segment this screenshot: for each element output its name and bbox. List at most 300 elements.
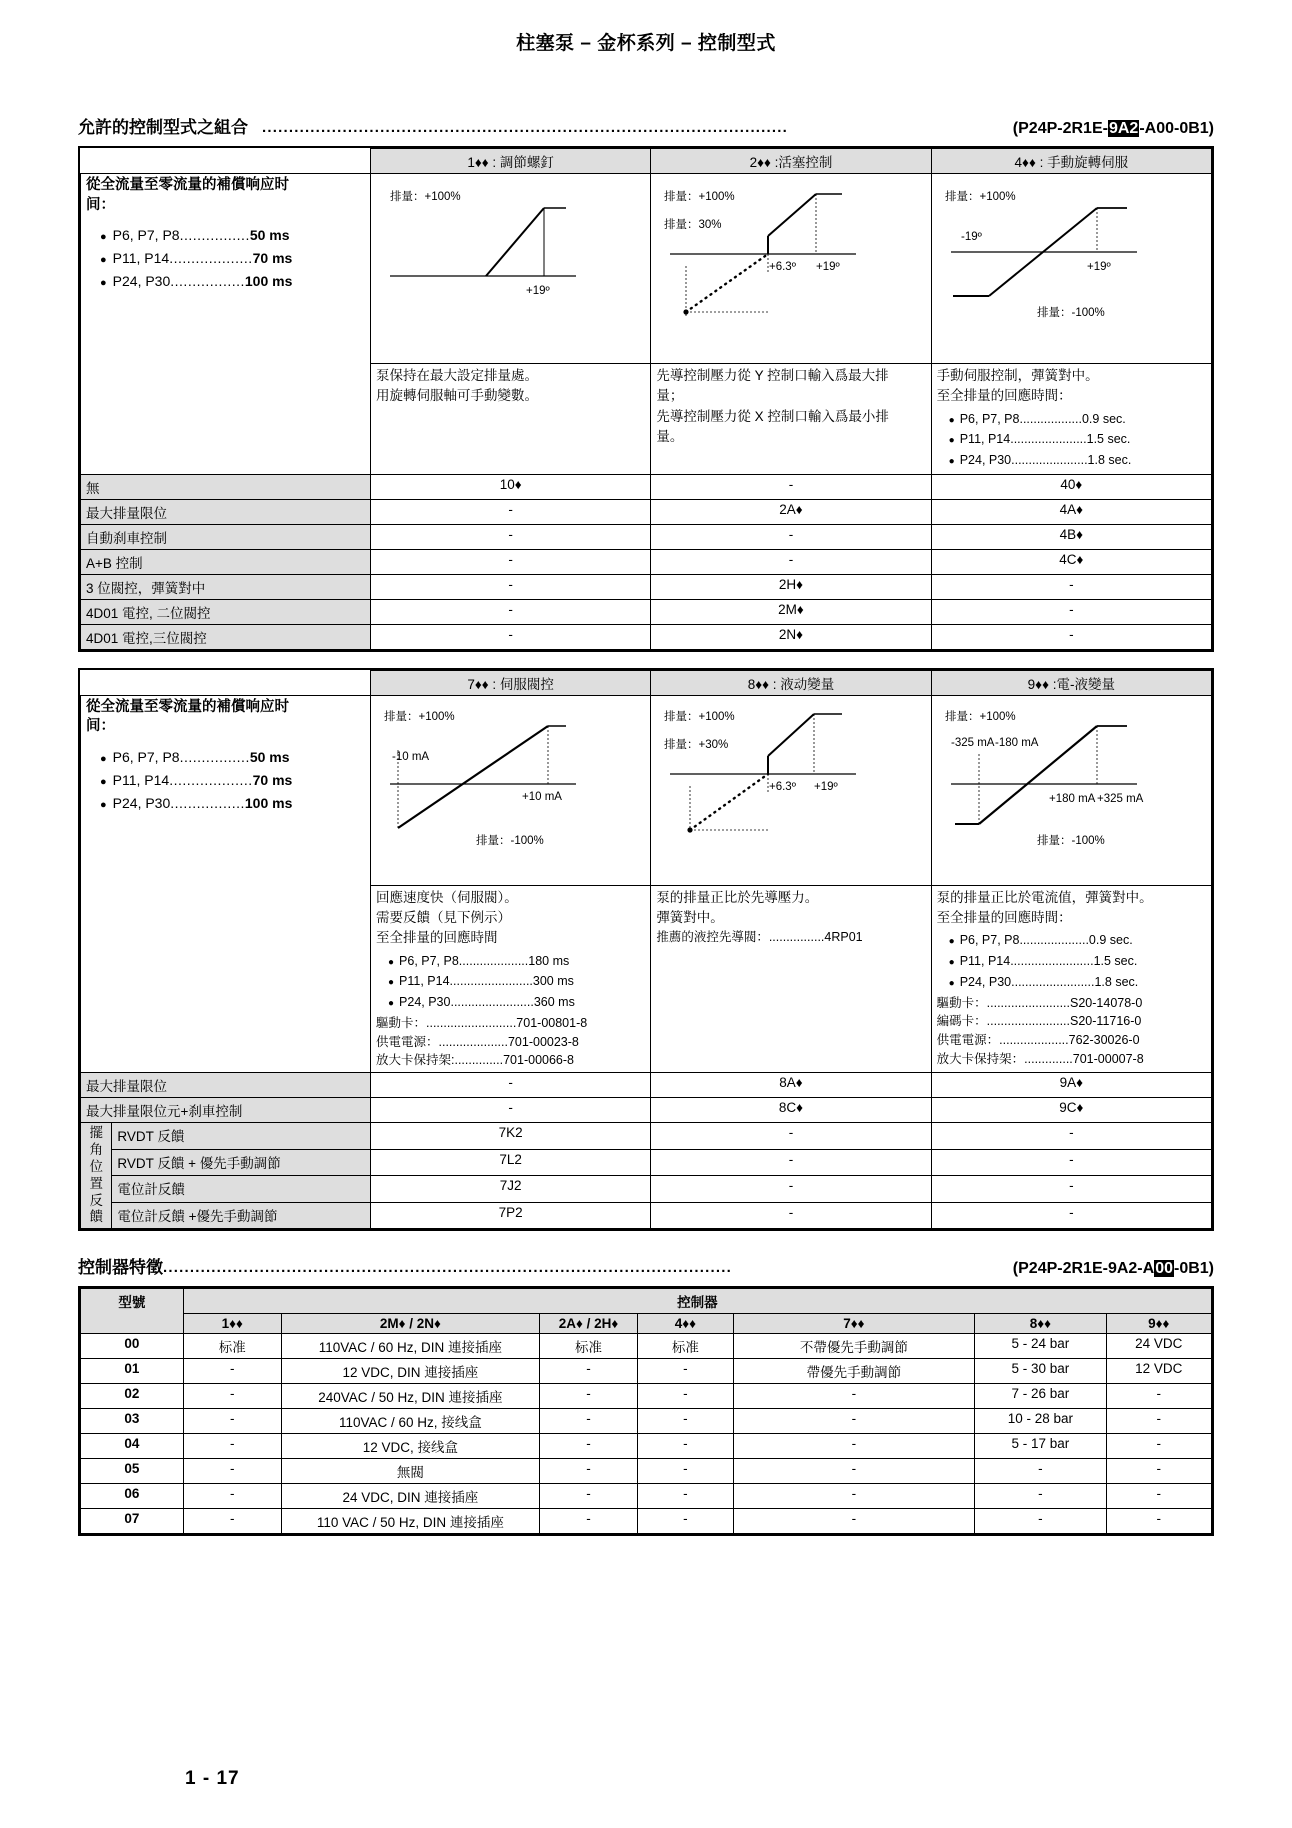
bullet-icon: ● <box>100 775 107 788</box>
table3-cell: 110 VAC / 50 Hz, DIN 連接插座 <box>281 1509 539 1534</box>
note-item <box>949 931 1206 950</box>
note-line: 泵的排量正比於先導壓力。 <box>656 889 819 905</box>
note-kv <box>937 1031 1206 1050</box>
note-line: 至全排量的回應時間： <box>936 388 1072 404</box>
table-row <box>81 1434 1212 1459</box>
section-heading-controller-features <box>78 1253 1214 1278</box>
chart-8-label-0: 排量：+100% <box>664 710 735 723</box>
table-row <box>81 624 1212 649</box>
feedback-cell: 7J2 <box>370 1176 650 1203</box>
note-item <box>949 430 1206 449</box>
chart-2-label-0: 排量：+100% <box>664 191 735 203</box>
chart-8-svg <box>656 698 876 866</box>
chart-4-label-0: 排量：+100% <box>944 191 1016 203</box>
note-kv <box>656 928 925 947</box>
note-kv-leader: .............. <box>1024 1051 1073 1066</box>
chart-2 <box>656 176 925 344</box>
table1-row-label: 最大排量限位 <box>81 499 371 524</box>
table1-row-label: 4D01 電控, 二位閥控 <box>81 599 371 624</box>
section1-label: 允許的控制型式之組合 <box>78 118 248 137</box>
note-item-leader: .................... <box>458 953 529 968</box>
table3-model: 04 <box>81 1434 184 1459</box>
table3-cell: - <box>540 1359 638 1384</box>
chart-8-label-1: 排量：+30% <box>664 738 729 751</box>
table-row <box>81 1149 1212 1176</box>
note-item-name: P11, P14 <box>959 954 1011 968</box>
note-item <box>949 952 1206 971</box>
spec-item-name: P24, P30 <box>112 273 171 290</box>
note-kv-key: 推薦的液控先導閥： <box>656 930 769 945</box>
table1-col-header-1: 1♦♦ : 調節螺釘 <box>371 149 651 174</box>
spec-item-value: 50 ms <box>249 227 290 244</box>
section2-code-suffix: -0B1) <box>1173 1260 1214 1278</box>
chart-7-axis-1: +10 mA <box>521 790 562 803</box>
note-line: 先導控制壓力從 Y 控制口輸入爲最大排 <box>656 368 889 383</box>
table2-cell: 8A♦ <box>651 1073 931 1098</box>
feedback-group-char: 反饋 <box>89 1192 103 1225</box>
response-time-spec <box>81 174 371 475</box>
table1-cell: 40♦ <box>931 474 1211 499</box>
chart-7-label-0: 排量：+100% <box>383 710 455 723</box>
feedback-row-label: RVDT 反饋 + 優先手動調節 <box>112 1149 371 1176</box>
chart-7 <box>376 698 645 866</box>
table3-cell: 無閥 <box>281 1459 539 1484</box>
note-item-value: 0.9 sec. <box>1081 411 1126 426</box>
note-item-leader: ........................ <box>450 995 534 1009</box>
table1-cell: - <box>371 574 651 599</box>
table3-cell: - <box>183 1359 281 1384</box>
feedback-row-label: 電位計反饋 <box>112 1176 371 1203</box>
chart-9-svg <box>937 698 1157 866</box>
table-row <box>81 1123 1212 1150</box>
spec-item-name: P11, P14 <box>112 250 170 267</box>
table1-cell: - <box>651 524 931 549</box>
note-cell-1 <box>371 364 651 475</box>
table-row <box>81 1359 1212 1384</box>
note-kv-key: 驅動卡： <box>375 1015 426 1030</box>
table3-cell: 12 VDC <box>1106 1359 1211 1384</box>
chart-9-axis-0: -325 mA <box>950 736 995 749</box>
table1-row-label: 無 <box>81 474 371 499</box>
table3-col-header: 7♦♦ <box>733 1314 974 1334</box>
table3-cell: 240VAC / 50 Hz, DIN 連接插座 <box>281 1384 539 1409</box>
spec-title <box>86 176 365 215</box>
note-line: 手動伺服控制，彈簧對中。 <box>936 368 1099 383</box>
feedback-cell: 7K2 <box>370 1123 650 1150</box>
table3-cell: - <box>540 1509 638 1534</box>
chart-4-svg <box>937 176 1157 344</box>
table3-cell: 5 - 30 bar <box>975 1359 1106 1384</box>
note-kv-leader: ........................ <box>986 995 1071 1010</box>
spec-title-line1: 從全流量至零流量的補償响应时 <box>86 698 289 715</box>
diagram-cell-1 <box>371 174 651 364</box>
table3-cell: - <box>1106 1509 1211 1534</box>
table1-diagram-row <box>81 174 1212 364</box>
page-number: 1 - 17 <box>185 1768 240 1789</box>
note-line: 量。 <box>656 428 684 444</box>
table-row <box>81 524 1212 549</box>
note-item-leader: .................... <box>1019 933 1089 948</box>
table2-cell: - <box>370 1098 650 1123</box>
table3-col-header: 4♦♦ <box>638 1314 734 1334</box>
note-kv-leader: .......................... <box>426 1015 517 1030</box>
section2-code-highlight: 00 <box>1155 1260 1173 1278</box>
table1-cell: - <box>931 574 1211 599</box>
spec-item <box>100 250 365 266</box>
chart-9-label-1: 排量：-100% <box>1036 834 1105 847</box>
chart-7-svg <box>376 698 596 866</box>
chart-2-axis-0: +6.3º <box>769 261 797 273</box>
note-kv-key: 放大卡保持架： <box>936 1051 1025 1066</box>
note-line: 泵的排量正比於電流值，彈簧對中。 <box>936 889 1153 905</box>
spec-item-leader: ................... <box>169 771 253 788</box>
note-kv-value: S20-11716-0 <box>1070 1014 1142 1029</box>
section1-code <box>1011 120 1214 138</box>
spec-item-name: P6, P7, P8 <box>112 227 180 244</box>
chart-1-label-0: 排量：+100% <box>390 191 461 203</box>
chart-8 <box>656 698 925 866</box>
note-kv <box>937 1050 1206 1069</box>
table3-cell: - <box>638 1409 734 1434</box>
note-kv <box>937 994 1206 1013</box>
note-item-name: P11, P14 <box>399 974 450 989</box>
note-item-name: P24, P30 <box>959 974 1012 989</box>
section1-code-highlight: 9A2 <box>1108 120 1139 137</box>
feedback-cell: 7L2 <box>370 1149 650 1176</box>
table1 <box>80 148 1212 650</box>
spec-item-value: 70 ms <box>252 771 293 788</box>
table2-col-header-7: 7♦♦ : 伺服閥控 <box>370 670 650 695</box>
spec-item <box>100 273 365 289</box>
note-item-value: 0.9 sec. <box>1088 933 1133 948</box>
table3-cell: - <box>638 1359 734 1384</box>
bullet-icon: ● <box>100 254 107 267</box>
note-item-leader: ........................ <box>1011 974 1095 989</box>
table3-cell: - <box>183 1409 281 1434</box>
note-item-value: 1.5 sec. <box>1086 432 1131 447</box>
table1-cell: - <box>371 524 651 549</box>
note-cell-4 <box>931 364 1211 475</box>
spec-title-line1: 從全流量至零流量的補償响应时 <box>86 177 289 193</box>
table3-cell: 帶優先手動調節 <box>733 1359 974 1384</box>
table3-cell: - <box>183 1434 281 1459</box>
table3-cell: - <box>1106 1384 1211 1409</box>
note-item-value: 1.5 sec. <box>1093 954 1138 968</box>
chart-4-axis-0: -19º <box>960 231 982 243</box>
chart-1 <box>376 176 645 344</box>
table2-cell: 8C♦ <box>651 1098 931 1123</box>
note-cell-9 <box>931 885 1211 1072</box>
diagram-cell-7 <box>370 695 650 885</box>
diagram-cell-9 <box>931 695 1211 885</box>
spec-item-list-2 <box>86 749 365 811</box>
table2-col-header-8: 8♦♦ : 液动變量 <box>651 670 931 695</box>
table1-row-label: 4D01 電控,三位閥控 <box>81 624 371 649</box>
table-row <box>81 474 1212 499</box>
table3-cell: - <box>183 1384 281 1409</box>
note-item <box>949 973 1206 992</box>
table3-model: 00 <box>81 1334 184 1359</box>
spec-title-line2: 间： <box>86 196 115 213</box>
feedback-cell: 7P2 <box>370 1202 650 1229</box>
table-row <box>81 1098 1212 1123</box>
note-kv-key: 供電電源： <box>375 1034 439 1049</box>
note-kv-value: 4RP01 <box>824 930 863 945</box>
table3-cell: - <box>638 1484 734 1509</box>
note-item-name: P6, P7, P8 <box>959 933 1020 948</box>
note-line: 需要反饋（見下例示） <box>375 910 511 925</box>
note-item <box>949 451 1206 470</box>
note-item-value: 360 ms <box>533 995 575 1009</box>
note-item <box>388 972 645 991</box>
table3-cell: - <box>183 1484 281 1509</box>
table3-cell: - <box>638 1459 734 1484</box>
bullet-icon: ● <box>387 998 395 1009</box>
chart-9 <box>937 698 1206 866</box>
table2-row-label: 最大排量限位 <box>81 1073 371 1098</box>
table3-cell: - <box>1106 1434 1211 1459</box>
bullet-icon: ● <box>948 435 955 447</box>
note-item-list <box>937 931 1206 991</box>
note-kv-leader: .............. <box>454 1053 504 1068</box>
table3-cell: - <box>540 1484 638 1509</box>
chart-1-axis-0: +19º <box>526 285 550 297</box>
table3-cell: 7 - 26 bar <box>975 1384 1106 1409</box>
table2-col-header-9: 9♦♦ :電-液變量 <box>931 670 1211 695</box>
table3-col-header: 9♦♦ <box>1106 1314 1211 1334</box>
table3-cell: - <box>638 1509 734 1534</box>
table1-cell: 4A♦ <box>931 499 1211 524</box>
note-kv-key: 供電電源： <box>936 1033 1000 1047</box>
note-kv-value: 701-00066-8 <box>503 1053 574 1068</box>
spec-item-leader: ................... <box>169 250 253 267</box>
table3-cell: 24 VDC, DIN 連接插座 <box>281 1484 539 1509</box>
table2-cell: 9C♦ <box>931 1098 1211 1123</box>
spec-item-name: P24, P30 <box>112 794 171 811</box>
spec-item-name: P6, P7, P8 <box>112 748 180 765</box>
table3-cell: 标准 <box>183 1334 281 1359</box>
chart-2-label-1: 排量：30% <box>664 219 722 231</box>
table3 <box>80 1288 1212 1534</box>
spec-item <box>100 749 365 765</box>
table3-cell: 24 VDC <box>1106 1334 1211 1359</box>
spec-item-list <box>86 227 365 289</box>
spec-item <box>100 795 365 811</box>
bullet-icon: ● <box>100 752 107 765</box>
bullet-icon: ● <box>100 231 107 244</box>
table1-cell: - <box>371 599 651 624</box>
note-cell-2 <box>651 364 931 475</box>
feedback-cell: - <box>931 1202 1211 1229</box>
spec-title-2 <box>86 698 365 737</box>
note-kv-key: 編碼卡： <box>936 1014 987 1029</box>
table3-cell: 110VAC / 60 Hz, 接线盒 <box>281 1409 539 1434</box>
chart-7-axis-0: -10 mA <box>391 750 430 763</box>
bullet-icon: ● <box>948 414 955 426</box>
table-row <box>81 1484 1212 1509</box>
table3-cell: - <box>733 1459 974 1484</box>
note-kv-value: 762-30026-0 <box>1068 1033 1140 1047</box>
note-item-leader: ........................ <box>449 974 533 989</box>
bullet-icon: ● <box>387 956 395 968</box>
table3-cell: 5 - 24 bar <box>975 1334 1106 1359</box>
bullet-icon: ● <box>948 957 955 968</box>
bullet-icon: ● <box>948 456 955 467</box>
section1-leader: .................................................................................................. <box>262 120 789 135</box>
note-kv <box>376 1014 645 1033</box>
table-row <box>81 599 1212 624</box>
table3-cell: - <box>733 1384 974 1409</box>
table2-container <box>78 668 1214 1232</box>
note-line: 量； <box>656 388 684 404</box>
table1-col-header-4: 4♦♦ : 手動旋轉伺服 <box>931 149 1211 174</box>
bullet-icon: ● <box>100 798 107 811</box>
table1-col-header-2: 2♦♦ :活塞控制 <box>651 149 931 174</box>
chart-8-axis-0: +6.3º <box>769 780 797 793</box>
spec-item <box>100 227 365 243</box>
note-cell-7 <box>370 885 650 1072</box>
note-cell-8 <box>651 885 931 1072</box>
note-item <box>388 993 645 1012</box>
table3-cell: - <box>540 1409 638 1434</box>
table3-cell: - <box>1106 1459 1211 1484</box>
note-item-value: 1.8 sec. <box>1087 453 1132 467</box>
table3-cell: - <box>733 1434 974 1459</box>
note-item-value: 180 ms <box>528 953 570 968</box>
spec-item-value: 100 ms <box>244 273 293 290</box>
response-time-spec-2 <box>81 695 371 1072</box>
table3-col-header: 2A♦ / 2H♦ <box>540 1314 638 1334</box>
feedback-cell: - <box>651 1149 931 1176</box>
table-row <box>81 1409 1212 1434</box>
note-item-leader: ...................... <box>1011 453 1088 467</box>
note-item-name: P6, P7, P8 <box>399 953 459 968</box>
table2 <box>80 670 1212 1230</box>
table-row <box>81 574 1212 599</box>
note-line: 泵保持在最大設定排量處。 <box>376 368 538 383</box>
feedback-group-char: 位置 <box>89 1158 103 1191</box>
table3-model: 01 <box>81 1359 184 1384</box>
chart-7-label-1: 排量：-100% <box>475 834 544 847</box>
note-line: 至全排量的回應時間 <box>375 930 498 946</box>
chart-9-label-0: 排量：+100% <box>944 710 1016 723</box>
table3-cell: 不帶優先手動調節 <box>733 1334 974 1359</box>
table1-cell: - <box>931 624 1211 649</box>
chart-4 <box>937 176 1206 344</box>
note-kv-leader: ........................ <box>986 1014 1071 1029</box>
table3-container <box>78 1286 1214 1536</box>
table1-row-label: 自動刹車控制 <box>81 524 371 549</box>
table3-model-header: 型號 <box>81 1289 184 1334</box>
note-item-name: P24, P30 <box>959 453 1012 467</box>
table3-cell: - <box>1106 1484 1211 1509</box>
table3-model: 06 <box>81 1484 184 1509</box>
table1-container <box>78 146 1214 652</box>
spec-title-line2: 间： <box>86 718 115 735</box>
spec-item-name: P11, P14 <box>112 771 170 788</box>
table2-header-row <box>81 670 1212 695</box>
section2-code-prefix: (P24P-2R1E-9A2-A <box>1012 1260 1155 1278</box>
table1-row-label: 3 位閥控，彈簧對中 <box>81 574 371 599</box>
table1-row-label: A+B 控制 <box>81 549 371 574</box>
chart-4-axis-1: +19º <box>1086 261 1111 273</box>
spec-item-value: 70 ms <box>252 250 293 267</box>
chart-9-axis-3: +325 mA <box>1096 792 1143 805</box>
spec-item-leader: ................. <box>170 794 245 811</box>
chart-9-axis-1: -180 mA <box>994 736 1039 749</box>
table3-cell: 标准 <box>638 1334 734 1359</box>
section2-label: 控制器特徵 <box>78 1258 163 1278</box>
table3-cell: 110VAC / 60 Hz, DIN 連接插座 <box>281 1334 539 1359</box>
note-item-name: P6, P7, P8 <box>959 411 1020 426</box>
table1-cell: 2M♦ <box>651 599 931 624</box>
bullet-icon: ● <box>387 977 395 989</box>
table3-cell: - <box>183 1459 281 1484</box>
table2-cell: 9A♦ <box>931 1073 1211 1098</box>
note-kv-leader: .................... <box>438 1034 508 1049</box>
spec-item-value: 50 ms <box>249 748 290 765</box>
chart-4-label-1: 排量：-100% <box>1036 307 1105 319</box>
table1-cell: 2H♦ <box>651 574 931 599</box>
diagram-cell-2 <box>651 174 931 364</box>
note-item-list <box>937 410 1206 470</box>
table1-cell: - <box>651 474 931 499</box>
chart-8-axis-1: +19º <box>814 780 839 793</box>
section-heading-combinations <box>78 113 1214 138</box>
table-row <box>81 1073 1212 1098</box>
table3-cell: - <box>540 1384 638 1409</box>
table-row <box>81 1459 1212 1484</box>
note-kv <box>376 1051 645 1070</box>
table3-cell: - <box>733 1409 974 1434</box>
spec-item-leader: ................ <box>179 748 250 765</box>
table3-cell: - <box>733 1509 974 1534</box>
table3-cell: - <box>638 1434 734 1459</box>
note-item-value: 1.8 sec. <box>1094 974 1139 989</box>
note-line: 回應速度快（伺服閥）。 <box>375 889 518 905</box>
spec-item <box>100 772 365 788</box>
spec-item-leader: ................. <box>170 273 245 290</box>
note-kv-value: 701-00023-8 <box>507 1034 579 1049</box>
table-row <box>81 1202 1212 1229</box>
note-item-name: P24, P30 <box>399 995 451 1009</box>
feedback-row-label: 電位計反饋 +優先手動調節 <box>112 1202 371 1229</box>
table3-col-header: 8♦♦ <box>975 1314 1106 1334</box>
table3-cell: 12 VDC, 接线盒 <box>281 1434 539 1459</box>
note-kv <box>376 1033 645 1052</box>
table1-cell: - <box>371 624 651 649</box>
note-line: 用旋轉伺服軸可手動變數。 <box>376 388 538 404</box>
note-item <box>949 410 1206 429</box>
table3-cell: 5 - 17 bar <box>975 1434 1106 1459</box>
table3-group-header: 控制器 <box>183 1289 1211 1314</box>
bullet-icon: ● <box>100 277 107 290</box>
table1-cell: 4C♦ <box>931 549 1211 574</box>
table3-model: 03 <box>81 1409 184 1434</box>
table1-header-row <box>81 149 1212 174</box>
feedback-cell: - <box>931 1123 1211 1150</box>
note-item <box>388 952 645 971</box>
chart-2-svg <box>656 176 876 344</box>
feedback-group-label <box>81 1123 112 1229</box>
table-row <box>81 549 1212 574</box>
spec-item-value: 100 ms <box>244 794 293 811</box>
bullet-icon: ● <box>948 936 955 948</box>
table3-header-row-1 <box>81 1289 1212 1314</box>
section1-code-prefix: (P24P-2R1E- <box>1012 120 1108 137</box>
table3-cell: - <box>540 1459 638 1484</box>
note-line: 先導控制壓力從 X 控制口輸入爲最小排 <box>656 408 889 424</box>
